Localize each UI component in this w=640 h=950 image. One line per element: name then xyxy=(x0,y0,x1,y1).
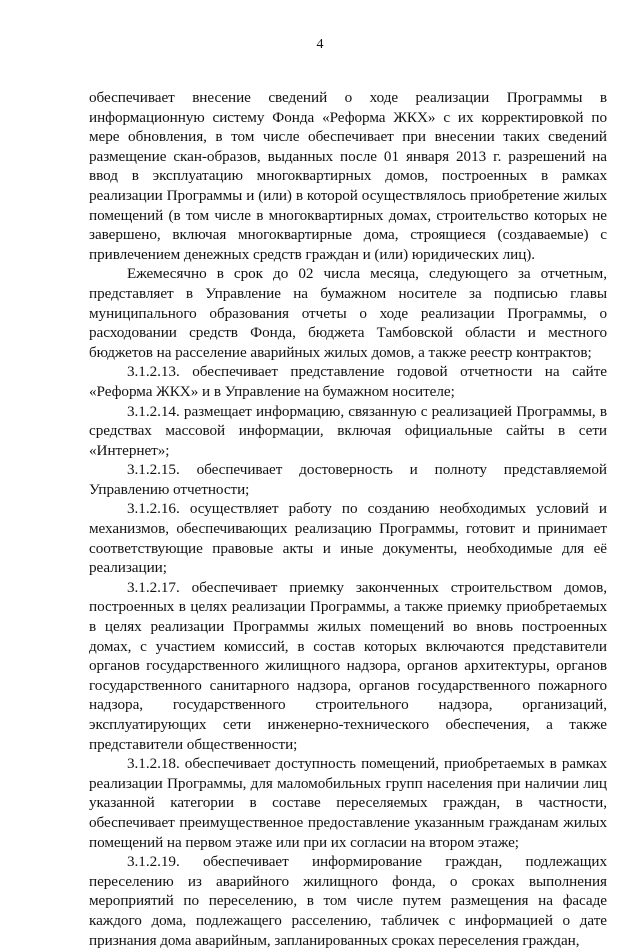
paragraph: 3.1.2.16. осуществляет работу по созданию необходимых условий и механизмов, обеспечивающих реализацию Программы, готовит и принимает соответствующие правовые акты и иные документы, необходимые для её реализации; xyxy=(89,500,607,577)
paragraph: Ежемесячно в срок до 02 числа месяца, следующего за отчетным, представляет в Управление на бумажном носителе за подписью главы муниципального образования отчеты о ходе реализации Программы, о расходовании средств Фонда, бюджета Тамбовской области и местного бюджетов на расселение аварийных жилых домов, а также реестр контрактов; xyxy=(89,265,607,361)
paragraph: 3.1.2.19. обеспечивает информирование граждан, подлежащих переселению из аварийного жилищного фонда, о сроках выполнения мероприятий по переселению, в том числе путем размещения на фасаде каждого дома, подлежащего расселению, табличек с информацией о дате признания дома аварийным, запланированных сроках переселения граждан, xyxy=(89,853,607,949)
paragraph: 3.1.2.18. обеспечивает доступность помещений, приобретаемых в рамках реализации Программы, для маломобильных групп населения при наличии лиц указанной категории в составе переселяемых граждан, в частности, обеспечивает преимущественное предоставление указанным гражданам жилых помещений на первом этаже или при их согласии на втором этаже; xyxy=(89,755,607,851)
paragraph: обеспечивает внесение сведений о ходе реализации Программы в информационную систему Фонда «Реформа ЖКХ» с их корректировкой по мере обновления, в том числе обеспечивает при внесении таких сведений размещение скан-образов, выданных после 01 января 2013 г. разрешений на ввод в эксплуатацию многоквартирных домов, построенных в рамках реализации Программы и (или) в которой осуществлялось приобретение жилых помещений (в том числе в многоквартирных домах, строительство которых не завершено, включая многоквартирные дома, строящиеся (создаваемые) с привлечением денежных средств граждан и (или) юридических лиц). xyxy=(89,89,607,263)
paragraph: 3.1.2.13. обеспечивает представление годовой отчетности на сайте «Реформа ЖКХ» и в Управление на бумажном носителе; xyxy=(89,363,607,400)
page-number: 4 xyxy=(316,37,324,52)
paragraph: 3.1.2.15. обеспечивает достоверность и полноту представляемой Управлению отчетности; xyxy=(89,461,607,498)
document-body xyxy=(89,88,607,950)
paragraph: 3.1.2.14. размещает информацию, связанную с реализацией Программы, в средствах массовой информации, включая официальные сайты в сети «Интернет»; xyxy=(89,402,607,459)
paragraph: 3.1.2.17. обеспечивает приемку законченных строительством домов, построенных в целях реализации Программы, а также приемку приобретаемых в целях реализации Программы жилых помещений во вновь построенных домах, с участием комиссий, в состав которых включаются представители органов государственного жилищного надзора, органов архитектуры, органов государственного санитарного надзора, органов государственного пожарного надзора, государственного строительного надзора, организаций, эксплуатирующих сети инженерно-технического обеспечения, а также представители общественности; xyxy=(89,578,607,753)
